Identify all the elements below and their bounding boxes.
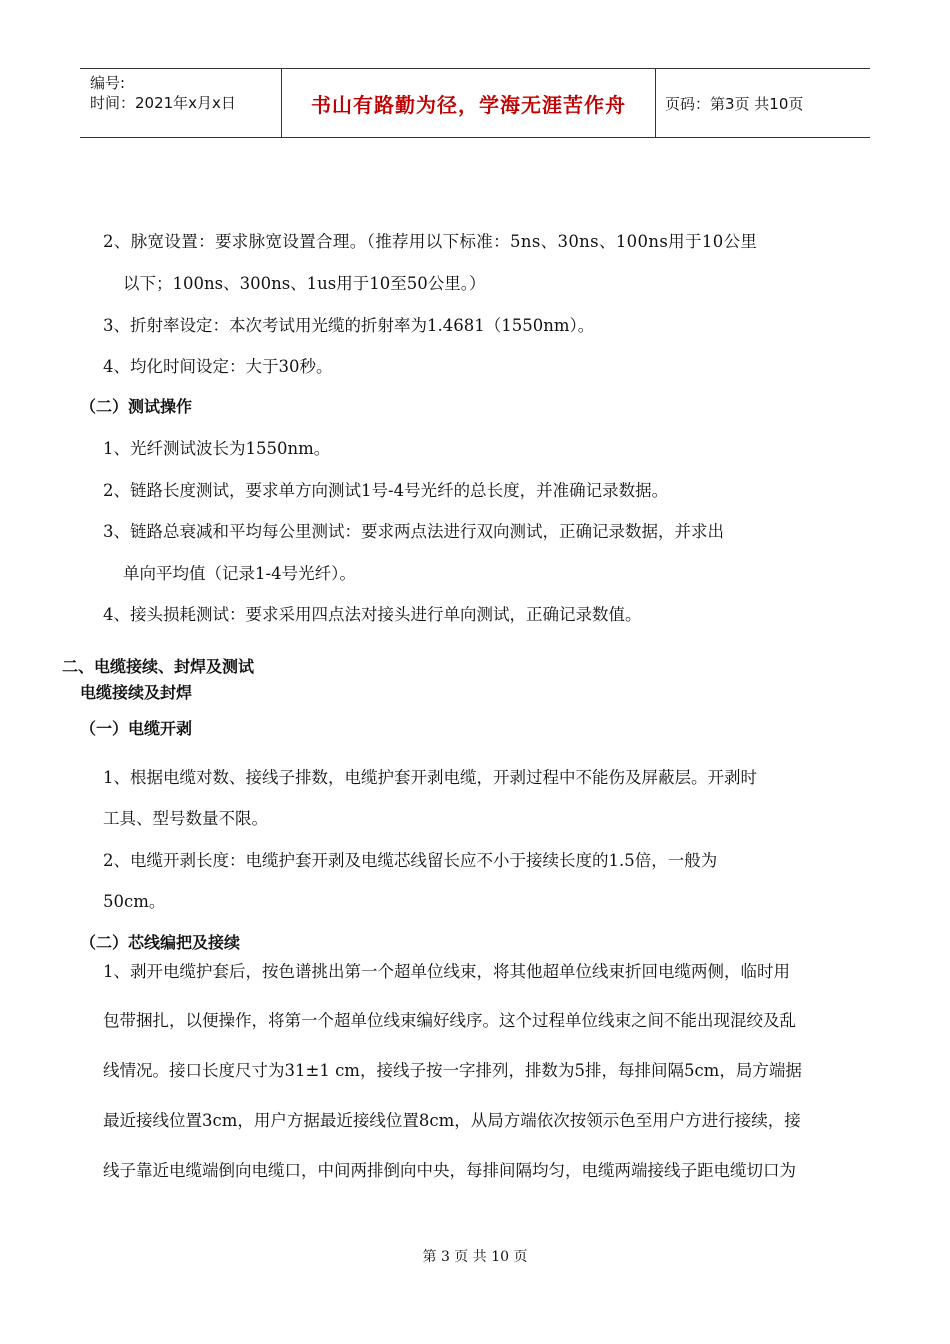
paragraph-line: 50cm。 xyxy=(103,892,166,911)
paragraph-line: 3、折射率设定：本次考试用光缆的折射率为1.4681（1550nm）。 xyxy=(103,316,595,335)
header-left xyxy=(90,73,236,113)
page-header xyxy=(80,68,870,138)
paragraph-line: 3、链路总衰减和平均每公里测试：要求两点法进行双向测试，正确记录数据，并求出 xyxy=(103,522,724,541)
chapter-heading: 二、电缆接续、封焊及测试 xyxy=(62,657,255,676)
page-footer: 第 3 页 共 10 页 xyxy=(422,1249,528,1265)
document-time-label: 时间：2021年x月x日 xyxy=(90,94,236,112)
paragraph-line: 1、根据电缆对数、接线子排数，电缆护套开剥电缆，开剥过程中不能伤及屏蔽层。开剥时 xyxy=(103,768,757,787)
paragraph-line: 包带捆扎，以便操作，将第一个超单位线束编好线序。这个过程单位线束之间不能出现混绞及乱 xyxy=(103,1011,796,1030)
paragraph-line: 2、电缆开剥长度：电缆护套开剥及电缆芯线留长应不小于接续长度的1.5倍，一般为 xyxy=(103,851,718,870)
section-heading: （二）芯线编把及接续 xyxy=(80,933,241,952)
paragraph-line: 单向平均值（记录1-4号光纤）。 xyxy=(123,564,356,583)
subsection-heading: 电缆接续及封焊 xyxy=(80,683,193,702)
section-heading: （二）测试操作 xyxy=(80,397,193,416)
paragraph-line: 2、脉宽设置：要求脉宽设置合理。（推荐用以下标准：5ns、30ns、100ns用于10公里 xyxy=(103,232,758,251)
section-heading: （一）电缆开剥 xyxy=(80,719,193,738)
document-number-label: 编号: xyxy=(90,74,126,92)
paragraph-line: 2、链路长度测试，要求单方向测试1号-4号光纤的总长度，并准确记录数据。 xyxy=(103,481,669,500)
paragraph-line: 工具、型号数量不限。 xyxy=(103,809,268,828)
paragraph-line: 线子靠近电缆端倒向电缆口，中间两排倒向中央，每排间隔均匀，电缆两端接线子距电缆切口为 xyxy=(103,1161,796,1180)
paragraph-line: 1、光纤测试波长为1550nm。 xyxy=(103,439,331,458)
header-motto: 书山有路勤为径，学海无涯苦作舟 xyxy=(281,69,656,137)
paragraph-line: 4、均化时间设定：大于30秒。 xyxy=(103,357,333,376)
paragraph-line: 最近接线位置3cm，用户方据最近接线位置8cm，从局方端依次按领示色至用户方进行接续，接 xyxy=(103,1111,801,1130)
paragraph-line: 以下；100ns、300ns、1us用于10至50公里。） xyxy=(123,274,486,293)
paragraph-line: 4、接头损耗测试：要求采用四点法对接头进行单向测试，正确记录数值。 xyxy=(103,605,642,624)
header-page-label: 页码：第3页 共10页 xyxy=(665,95,804,113)
paragraph-line: 1、剥开电缆护套后，按色谱挑出第一个超单位线束，将其他超单位线束折回电缆两侧，临时用 xyxy=(103,962,790,981)
paragraph-line: 线情况。接口长度尺寸为31±1 cm，接线子按一字排列，排数为5排，每排间隔5cm，局方端据 xyxy=(103,1061,802,1080)
